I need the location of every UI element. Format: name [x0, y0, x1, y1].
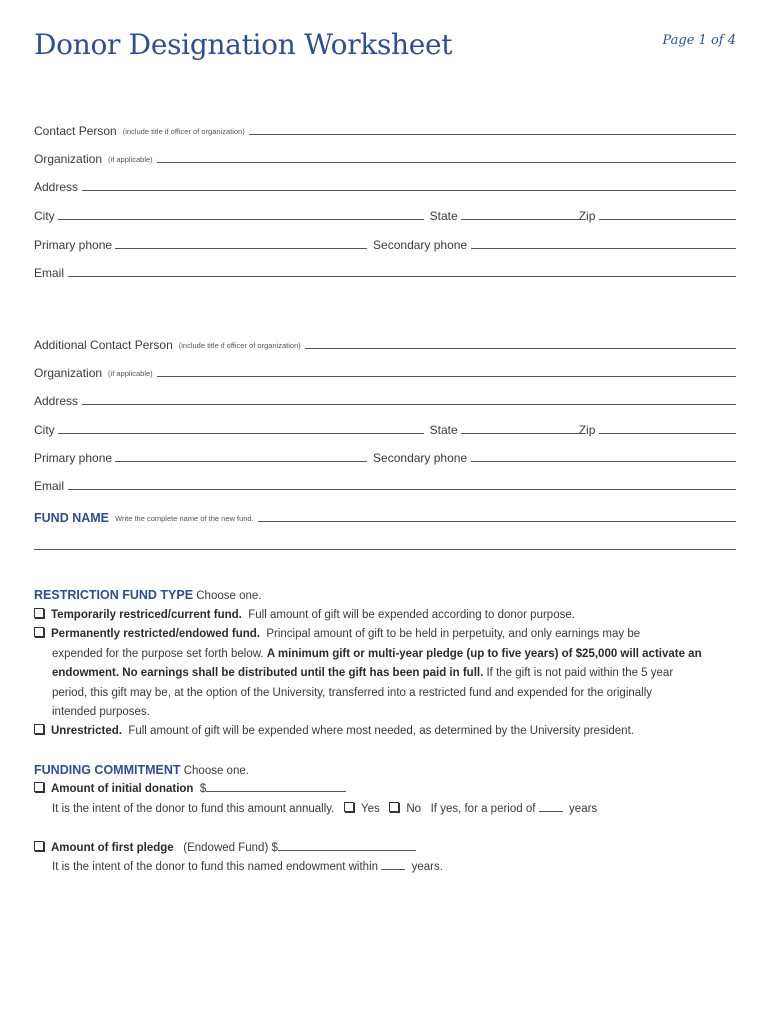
permanent-bold-3: endowment. No earnings shall be distributed until the gift has been paid in full.	[52, 667, 484, 679]
fund-name-row	[34, 507, 736, 525]
additional-contact-field[interactable]	[305, 348, 736, 349]
annual-row	[52, 800, 736, 820]
checkbox-no[interactable]	[389, 802, 399, 812]
additional-secondary-phone-label: Secondary phone	[373, 451, 468, 465]
pledge-dollar-sign: $	[271, 842, 278, 854]
fund-name-row-2	[34, 535, 736, 553]
organization-row	[34, 148, 736, 166]
yes-label: Yes	[360, 803, 380, 815]
checkbox-first-pledge[interactable]	[34, 841, 44, 851]
contact-person-note: (include title if officer of organization)	[122, 127, 245, 136]
endowment-years-field[interactable]	[381, 858, 405, 870]
permanent-line-4	[52, 684, 736, 704]
city-state-zip-row	[34, 205, 736, 223]
checkbox-permanent[interactable]	[34, 627, 44, 637]
address-label: Address	[34, 180, 79, 194]
additional-address-label: Address	[34, 394, 79, 408]
state-field[interactable]	[461, 219, 579, 220]
page-title: Donor Designation Worksheet	[34, 28, 453, 61]
city-label: City	[34, 209, 55, 223]
restriction-option-permanent	[34, 625, 734, 645]
first-pledge-note: (Endowed Fund)	[183, 842, 269, 854]
checkbox-yes[interactable]	[344, 802, 354, 812]
funding-heading: FUNDING COMMITMENT	[34, 763, 181, 777]
city-field[interactable]	[58, 219, 424, 220]
first-pledge-row	[34, 839, 734, 859]
restriction-option-unrestricted	[34, 722, 734, 742]
permanent-line-2	[52, 645, 736, 665]
permanent-label: Permanently restricted/endowed fund.	[51, 628, 260, 640]
organization-field[interactable]	[157, 162, 736, 163]
fund-name-field-2[interactable]	[34, 549, 736, 550]
additional-organization-note: (if applicable)	[108, 369, 153, 378]
state-label: State	[429, 209, 458, 223]
restriction-heading-row	[34, 586, 734, 607]
contact-person-row	[34, 120, 736, 138]
unrestricted-label: Unrestricted.	[51, 725, 122, 737]
fund-name-field[interactable]	[258, 521, 736, 522]
restriction-heading: RESTRICTION FUND TYPE	[34, 588, 194, 602]
endowment-text: It is the intent of the donor to fund this named endowment within	[52, 861, 379, 873]
page-number: Page 1 of 4	[662, 33, 736, 48]
permanent-text-2: expended for the purpose set forth below.	[52, 648, 264, 660]
additional-address-field[interactable]	[82, 404, 736, 405]
period-years-field[interactable]	[539, 800, 563, 812]
checkbox-initial-donation[interactable]	[34, 782, 44, 792]
additional-primary-phone-field[interactable]	[115, 461, 367, 462]
additional-contact-note: (include title if officer of organization)	[178, 341, 301, 350]
endowment-years-label: years.	[411, 861, 443, 873]
checkbox-temporary[interactable]	[34, 608, 44, 618]
primary-phone-label: Primary phone	[34, 238, 113, 252]
email-label: Email	[34, 266, 65, 280]
phones-row	[34, 234, 736, 252]
funding-heading-row	[34, 761, 734, 782]
additional-zip-field[interactable]	[599, 433, 736, 434]
additional-state-label: State	[429, 423, 458, 437]
additional-zip-label: Zip	[578, 423, 596, 437]
unrestricted-text: Full amount of gift will be expended where most needed, as determined by the University president.	[128, 725, 634, 737]
initial-donation-field[interactable]	[206, 780, 346, 792]
additional-primary-phone-label: Primary phone	[34, 451, 113, 465]
checkbox-unrestricted[interactable]	[34, 724, 44, 734]
additional-email-label: Email	[34, 479, 65, 493]
restriction-instruction: Choose one.	[196, 590, 262, 602]
additional-city-state-zip-row	[34, 419, 736, 437]
first-pledge-field[interactable]	[278, 839, 416, 851]
additional-contact-label: Additional Contact Person	[34, 338, 173, 352]
email-row	[34, 262, 736, 280]
period-years-label: years	[569, 803, 598, 815]
additional-city-label: City	[34, 423, 55, 437]
additional-state-field[interactable]	[461, 433, 579, 434]
secondary-phone-label: Secondary phone	[373, 238, 468, 252]
initial-dollar-sign: $	[199, 783, 207, 795]
permanent-text-3: If the gift is not paid within the 5 year	[486, 667, 674, 679]
address-field[interactable]	[82, 190, 736, 191]
initial-donation-label: Amount of initial donation	[51, 783, 194, 795]
endowment-row	[52, 858, 736, 878]
fund-name-label: FUND NAME	[34, 511, 109, 525]
temporary-label: Temporarily restriced/current fund.	[51, 609, 242, 621]
additional-email-row	[34, 475, 736, 493]
additional-organization-field[interactable]	[157, 376, 736, 377]
initial-donation-row	[34, 780, 734, 800]
additional-email-field[interactable]	[68, 489, 736, 490]
restriction-option-temporary	[34, 606, 734, 626]
permanent-bold-2: A minimum gift or multi-year pledge (up to five years) of $25,000 will activate an	[266, 648, 702, 660]
temporary-text: Full amount of gift will be expended according to donor purpose.	[248, 609, 575, 621]
contact-person-label: Contact Person	[34, 124, 117, 138]
additional-secondary-phone-field[interactable]	[471, 461, 736, 462]
funding-instruction: Choose one.	[183, 765, 249, 777]
additional-city-field[interactable]	[58, 433, 424, 434]
permanent-text-5: intended purposes.	[52, 706, 150, 718]
organization-label: Organization	[34, 152, 103, 166]
additional-contact-row	[34, 334, 736, 352]
additional-organization-row	[34, 362, 736, 380]
permanent-line-5	[52, 703, 736, 723]
contact-person-field[interactable]	[249, 134, 736, 135]
first-pledge-label: Amount of first pledge	[51, 842, 174, 854]
permanent-text-1: Principal amount of gift to be held in perpetuity, and only earnings may be	[266, 628, 641, 640]
period-text: If yes, for a period of	[430, 803, 536, 815]
fund-name-note: Write the complete name of the new fund.	[115, 514, 254, 523]
permanent-text-4: period, this gift may be, at the option of the University, transferred into a restricted fund and expended for the originally	[52, 687, 653, 699]
zip-label: Zip	[578, 209, 596, 223]
additional-organization-label: Organization	[34, 366, 103, 380]
email-field[interactable]	[68, 276, 736, 277]
primary-phone-field[interactable]	[115, 248, 367, 249]
annual-text: It is the intent of the donor to fund this amount annually.	[52, 803, 335, 815]
secondary-phone-field[interactable]	[471, 248, 736, 249]
zip-field[interactable]	[599, 219, 736, 220]
organization-note: (if applicable)	[108, 155, 153, 164]
permanent-line-3	[52, 664, 736, 684]
additional-address-row	[34, 390, 736, 408]
no-label: No	[406, 803, 422, 815]
address-row	[34, 176, 736, 194]
additional-phones-row	[34, 447, 736, 465]
